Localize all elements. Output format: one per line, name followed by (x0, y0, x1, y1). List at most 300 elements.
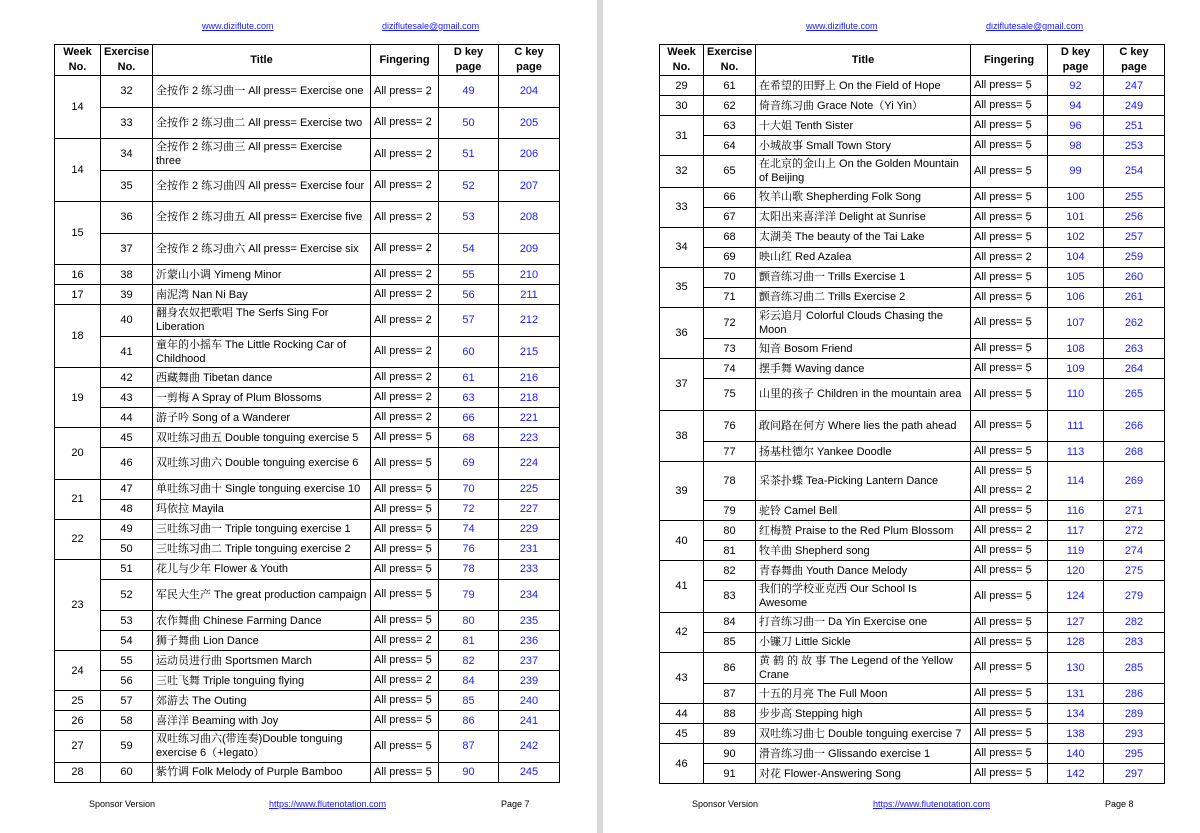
c-key-page-cell: 211 (499, 285, 560, 305)
c-key-page-cell: 275 (1104, 561, 1165, 581)
c-key-page-cell: 289 (1104, 704, 1165, 724)
fingering-value: All press= 5̣ (974, 290, 1032, 303)
title-cell: 山里的孩子 Children in the mountain area (756, 379, 971, 411)
d-key-page-cell: 56 (439, 285, 499, 305)
fingering-value: All press= 2̣ (974, 524, 1032, 536)
table-row (660, 307, 1165, 339)
table-row (55, 76, 560, 108)
title-cell: 三吐飞舞 Triple tonguing flying (153, 671, 371, 691)
exercise-number-cell: 69 (704, 247, 756, 267)
fingering-value: All press= 5̣ (974, 99, 1032, 111)
d-key-page-cell: 55 (439, 265, 499, 285)
fingering-value: All press= 5̣ (974, 316, 1032, 329)
d-key-page-cell: 96 (1048, 116, 1104, 136)
d-key-page-cell: 74 (439, 519, 499, 539)
exercise-number-cell: 81 (704, 541, 756, 561)
c-key-page-cell: 297 (1104, 764, 1165, 784)
d-key-page-cell: 86 (439, 711, 499, 731)
d-key-page-cell: 100 (1048, 187, 1104, 207)
exercise-number-cell: 55 (101, 651, 153, 671)
week-number-cell: 28 (55, 762, 101, 782)
week-number-cell: 33 (660, 187, 704, 227)
title-cell: 牧羊曲 Shepherd song (756, 541, 971, 561)
exercise-number-cell: 82 (704, 561, 756, 581)
fingering-value: All press= 5̣ (974, 707, 1032, 719)
exercise-number-cell: 88 (704, 704, 756, 724)
fingering-value: All press= 5̣ (974, 119, 1032, 131)
d-key-page-cell: 63 (439, 388, 499, 408)
week-number-cell: 18 (55, 305, 101, 368)
c-key-page-cell: 293 (1104, 724, 1165, 744)
exercise-number-cell: 41 (101, 336, 153, 368)
title-cell: 全按作 2 练习曲三 All press= Exercise three (153, 139, 371, 171)
table-row (660, 442, 1165, 462)
footer-url-link[interactable]: https://www.flutenotation.com (873, 799, 991, 809)
fingering-cell (371, 559, 439, 579)
c-key-page-cell: 269 (1104, 462, 1165, 501)
fingering-cell (971, 96, 1048, 116)
week-number-cell: 37 (660, 359, 704, 411)
fingering-value: All press= 5̣ (374, 714, 432, 726)
exercise-number-cell: 66 (704, 187, 756, 207)
fingering-cell (371, 428, 439, 448)
d-key-page-cell: 78 (439, 559, 499, 579)
fingering-cell (371, 711, 439, 731)
d-key-page-cell: 60 (439, 336, 499, 368)
d-key-page-cell: 50 (439, 107, 499, 139)
fingering-cell (371, 651, 439, 671)
d-key-page-cell: 120 (1048, 561, 1104, 581)
title-cell: 南泥湾 Nan Ni Bay (153, 285, 371, 305)
title-cell: 花儿与少年 Flower & Youth (153, 559, 371, 579)
table-row (660, 76, 1165, 96)
fingering-value: All press= 5̣ (974, 164, 1032, 177)
title-cell: 黄 鹤 的 故 事 The Legend of the Yellow Crane (756, 652, 971, 684)
table-row (55, 559, 560, 579)
title-cell: 颤音练习曲二 Trills Exercise 2 (756, 287, 971, 307)
table-row (660, 287, 1165, 307)
exercise-number-cell: 47 (101, 479, 153, 499)
d-key-page-cell: 127 (1048, 612, 1104, 632)
c-key-page-cell: 268 (1104, 442, 1165, 462)
fingering-value: All press= 5̣ (374, 502, 432, 515)
table-row (55, 336, 560, 368)
exercise-table (54, 44, 560, 783)
fingering-value: All press= 2̣ (374, 179, 432, 192)
exercise-number-cell: 70 (704, 267, 756, 287)
table-row (55, 139, 560, 171)
header-website-link[interactable]: www.diziflute.com (202, 21, 274, 31)
title-cell: 彩云追月 Colorful Clouds Chasing the Moon (756, 307, 971, 339)
d-key-page-cell: 82 (439, 651, 499, 671)
col-header-d-key-page: D key page (1048, 45, 1104, 76)
fingering-value: All press= 2̣ (374, 288, 432, 300)
exercise-number-cell: 46 (101, 448, 153, 480)
c-key-page-cell: 251 (1104, 116, 1165, 136)
week-number-cell: 21 (55, 479, 101, 519)
title-cell: 太湖美 The beauty of the Tai Lake (756, 227, 971, 247)
fingering-value: All press= 5̣ (974, 635, 1032, 648)
fingering-cell (971, 156, 1048, 188)
c-key-page-cell: 262 (1104, 307, 1165, 339)
fingering-value: All press= 2̣ (374, 147, 432, 160)
exercise-number-cell: 85 (704, 632, 756, 652)
fingering-value: All press= 5̣ (974, 210, 1032, 223)
exercise-number-cell: 63 (704, 116, 756, 136)
table-row (660, 521, 1165, 541)
week-number-cell: 40 (660, 521, 704, 561)
table-row (660, 359, 1165, 379)
table-row (660, 267, 1165, 287)
exercise-number-cell: 67 (704, 207, 756, 227)
title-cell: 我们的学校亚克西 Our School Is Awesome (756, 581, 971, 613)
table-row (660, 136, 1165, 156)
d-key-page-cell: 140 (1048, 744, 1104, 764)
d-key-page-cell: 51 (439, 139, 499, 171)
title-cell: 喜洋洋 Beaming with Joy (153, 711, 371, 731)
c-key-page-cell: 272 (1104, 521, 1165, 541)
fingering-cell (971, 287, 1048, 307)
d-key-page-cell: 76 (439, 539, 499, 559)
title-cell: 双吐练习曲七 Double tonguing exercise 7 (756, 724, 971, 744)
c-key-page-cell: 208 (499, 202, 560, 234)
fingering-cell (971, 764, 1048, 784)
c-key-page-cell: 206 (499, 139, 560, 171)
d-key-page-cell: 102 (1048, 227, 1104, 247)
week-number-cell: 36 (660, 307, 704, 359)
table-row (660, 684, 1165, 704)
d-key-page-cell: 114 (1048, 462, 1104, 501)
exercise-number-cell: 49 (101, 519, 153, 539)
c-key-page-cell: 295 (1104, 744, 1165, 764)
d-key-page-cell: 94 (1048, 96, 1104, 116)
fingering-cell (971, 704, 1048, 724)
fingering-value: All press= 5̣ (374, 482, 432, 495)
c-key-page-cell: 216 (499, 368, 560, 388)
c-key-page-cell: 242 (499, 731, 560, 763)
week-number-cell: 34 (660, 227, 704, 267)
exercise-number-cell: 87 (704, 684, 756, 704)
d-key-page-cell: 68 (439, 428, 499, 448)
fingering-value: All press= 5̣ (374, 431, 432, 443)
week-number-cell: 24 (55, 651, 101, 691)
col-header-c-key-page: C key page (1104, 45, 1165, 76)
exercise-number-cell: 91 (704, 764, 756, 784)
c-key-page-cell: 209 (499, 233, 560, 265)
col-header-fingering: Fingering (371, 45, 439, 76)
d-key-page-cell: 57 (439, 305, 499, 337)
week-number-cell: 22 (55, 519, 101, 559)
exercise-number-cell: 40 (101, 305, 153, 337)
fingering-value: All press= 5̣ (974, 615, 1032, 628)
d-key-page-cell: 138 (1048, 724, 1104, 744)
fingering-cell (371, 305, 439, 337)
footer-page-number: Page 7 (501, 799, 530, 809)
header-website-link[interactable]: www.diziflute.com (806, 21, 878, 31)
fingering-cell (371, 368, 439, 388)
week-number-cell: 16 (55, 265, 101, 285)
col-header-week: Week No. (55, 45, 101, 76)
exercise-number-cell: 84 (704, 612, 756, 632)
title-cell: 滑音练习曲一 Glissando exercise 1 (756, 744, 971, 764)
fingering-cell (971, 267, 1048, 287)
fingering-cell (371, 233, 439, 265)
d-key-page-cell: 49 (439, 76, 499, 108)
fingering-cell (971, 116, 1048, 136)
fingering-value: All press= 5̣ (374, 562, 432, 575)
exercise-number-cell: 77 (704, 442, 756, 462)
exercise-number-cell: 79 (704, 501, 756, 521)
header-email-link[interactable]: diziflutesale@gmail.com (382, 21, 480, 31)
d-key-page-cell: 98 (1048, 136, 1104, 156)
table-row (660, 462, 1165, 501)
c-key-page-cell: 285 (1104, 652, 1165, 684)
table-row (55, 265, 560, 285)
title-cell: 牧羊山歌 Shepherding Folk Song (756, 187, 971, 207)
fingering-cell (971, 462, 1048, 501)
week-number-cell: 26 (55, 711, 101, 731)
c-key-page-cell: 234 (499, 579, 560, 611)
exercise-number-cell: 57 (101, 691, 153, 711)
fingering-value: All press= 2̣ (374, 391, 432, 403)
fingering-cell (371, 671, 439, 691)
fingering-cell (971, 684, 1048, 704)
page-7 (0, 0, 597, 833)
week-number-cell: 45 (660, 724, 704, 744)
d-key-page-cell: 106 (1048, 287, 1104, 307)
exercise-number-cell: 56 (101, 671, 153, 691)
title-cell: 小镰刀 Little Sickle (756, 632, 971, 652)
fingering-cell (971, 561, 1048, 581)
fingering-cell (971, 379, 1048, 411)
c-key-page-cell: 218 (499, 388, 560, 408)
fingering-value: All press= 5̣ (974, 544, 1032, 556)
exercise-number-cell: 78 (704, 462, 756, 501)
c-key-page-cell: 274 (1104, 541, 1165, 561)
exercise-number-cell: 53 (101, 611, 153, 631)
exercise-number-cell: 43 (101, 388, 153, 408)
fingering-value: All press= 5̣ (374, 694, 432, 706)
fingering-cell (371, 691, 439, 711)
c-key-page-cell: 212 (499, 305, 560, 337)
fingering-cell (971, 442, 1048, 462)
d-key-page-cell: 142 (1048, 764, 1104, 784)
title-cell: 全按作 2 练习曲一 All press= Exercise one (153, 76, 371, 108)
title-cell: 摆手舞 Waving dance (756, 359, 971, 379)
table-row (660, 724, 1165, 744)
fingering-value: All press= 5̣ (374, 765, 432, 778)
fingering-cell (371, 336, 439, 368)
header-email-link[interactable]: diziflutesale@gmail.com (986, 21, 1084, 31)
week-number-cell: 25 (55, 691, 101, 711)
exercise-number-cell: 36 (101, 202, 153, 234)
title-cell: 采茶扑蝶 Tea-Picking Lantern Dance (756, 462, 971, 501)
exercise-number-cell: 59 (101, 731, 153, 763)
week-number-cell: 39 (660, 462, 704, 521)
exercise-number-cell: 61 (704, 76, 756, 96)
d-key-page-cell: 104 (1048, 247, 1104, 267)
c-key-page-cell: 245 (499, 762, 560, 782)
table-row (55, 388, 560, 408)
title-cell: 一剪梅 A Spray of Plum Blossoms (153, 388, 371, 408)
title-cell: 颤音练习曲一 Trills Exercise 1 (756, 267, 971, 287)
table-row (55, 479, 560, 499)
title-cell: 倚音练习曲 Grace Note（Yi Yin） (756, 96, 971, 116)
table-row (55, 731, 560, 763)
week-number-cell: 17 (55, 285, 101, 305)
table-row (660, 652, 1165, 684)
fingering-value: All press= 5̣ (974, 387, 1032, 400)
fingering-cell (371, 611, 439, 631)
exercise-number-cell: 73 (704, 339, 756, 359)
d-key-page-cell: 108 (1048, 339, 1104, 359)
table-row (55, 711, 560, 731)
fingering-value: All press= 5̣ (974, 465, 1032, 477)
title-cell: 青春舞曲 Youth Dance Melody (756, 561, 971, 581)
c-key-page-cell: 240 (499, 691, 560, 711)
fingering-cell (371, 285, 439, 305)
exercise-number-cell: 38 (101, 265, 153, 285)
table-row (55, 107, 560, 139)
fingering-value: All press= 2̣ (374, 116, 432, 129)
fingering-value: All press= 2̣ (374, 371, 432, 383)
fingering-cell (371, 107, 439, 139)
c-key-page-cell: 265 (1104, 379, 1165, 411)
exercise-table (659, 44, 1165, 784)
table-row (55, 519, 560, 539)
title-cell: 运动员进行曲 Sportsmen March (153, 651, 371, 671)
title-cell: 打音练习曲一 Da Yin Exercise one (756, 612, 971, 632)
c-key-page-cell: 215 (499, 336, 560, 368)
fingering-cell (371, 408, 439, 428)
c-key-page-cell: 235 (499, 611, 560, 631)
d-key-page-cell: 80 (439, 611, 499, 631)
table-row (660, 247, 1165, 267)
col-header-c-key-page: C key page (499, 45, 560, 76)
footer-page-number: Page 8 (1105, 799, 1134, 809)
fingering-cell (371, 265, 439, 285)
fingering-cell (971, 136, 1048, 156)
week-number-cell: 30 (660, 96, 704, 116)
exercise-number-cell: 54 (101, 631, 153, 651)
week-number-cell: 19 (55, 368, 101, 428)
fingering-cell (971, 652, 1048, 684)
table-row (55, 499, 560, 519)
title-cell: 童年的小摇车 The Little Rocking Car of Childhood (153, 336, 371, 368)
title-cell: 敢问路在何方 Where lies the path ahead (756, 410, 971, 442)
week-number-cell: 46 (660, 744, 704, 784)
d-key-page-cell: 70 (439, 479, 499, 499)
week-number-cell: 44 (660, 704, 704, 724)
title-cell: 郊游去 The Outing (153, 691, 371, 711)
title-cell: 玛依拉 Mayila (153, 499, 371, 519)
fingering-value: All press= 5̣ (974, 767, 1032, 779)
footer-version: Sponsor Version (89, 799, 156, 809)
week-number-cell: 29 (660, 76, 704, 96)
fingering-cell (371, 631, 439, 651)
fingering-value: All press= 2̣ (974, 484, 1032, 496)
d-key-page-cell: 124 (1048, 581, 1104, 613)
title-cell: 全按作 2 练习曲二 All press= Exercise two (153, 107, 371, 139)
title-cell: 在北京的金山上 On the Golden Mountain of Beijing (756, 156, 971, 188)
exercise-number-cell: 86 (704, 652, 756, 684)
exercise-number-cell: 45 (101, 428, 153, 448)
table-row (660, 379, 1165, 411)
table-row (660, 207, 1165, 227)
d-key-page-cell: 105 (1048, 267, 1104, 287)
week-number-cell: 20 (55, 428, 101, 480)
fingering-value: All press= 5̣ (374, 739, 432, 752)
col-header-title: Title (756, 45, 971, 76)
table-row (55, 539, 560, 559)
fingering-value: All press= 2̣ (374, 242, 432, 255)
c-key-page-cell: 221 (499, 408, 560, 428)
table-row (55, 368, 560, 388)
c-key-page-cell: 249 (1104, 96, 1165, 116)
table-row (660, 187, 1165, 207)
col-header-week: Week No. (660, 45, 704, 76)
fingering-cell (971, 581, 1048, 613)
table-row (660, 744, 1165, 764)
title-cell: 沂蒙山小调 Yimeng Minor (153, 265, 371, 285)
fingering-value: All press= 2̣ (374, 210, 432, 223)
c-key-page-cell: 233 (499, 559, 560, 579)
table-row (55, 448, 560, 480)
exercise-number-cell: 83 (704, 581, 756, 613)
table-row (660, 561, 1165, 581)
c-key-page-cell: 254 (1104, 156, 1165, 188)
exercise-number-cell: 64 (704, 136, 756, 156)
col-header-exercise: Exercise No. (704, 45, 756, 76)
title-cell: 农作舞曲 Chinese Farming Dance (153, 611, 371, 631)
table-row (660, 704, 1165, 724)
title-cell: 翻身农奴把歌唱 The Serfs Sing For Liberation (153, 305, 371, 337)
fingering-value: All press= 5̣ (374, 654, 432, 666)
table-row (660, 501, 1165, 521)
fingering-value: All press= 5̣ (374, 614, 432, 626)
col-header-title: Title (153, 45, 371, 76)
d-key-page-cell: 66 (439, 408, 499, 428)
exercise-number-cell: 51 (101, 559, 153, 579)
fingering-cell (971, 541, 1048, 561)
exercise-number-cell: 34 (101, 139, 153, 171)
title-cell: 全按作 2 练习曲四 All press= Exercise four (153, 170, 371, 202)
d-key-page-cell: 85 (439, 691, 499, 711)
table-row (55, 579, 560, 611)
exercise-number-cell: 44 (101, 408, 153, 428)
c-key-page-cell: 282 (1104, 612, 1165, 632)
c-key-page-cell: 237 (499, 651, 560, 671)
title-cell: 驼铃 Camel Bell (756, 501, 971, 521)
title-cell: 映山红 Red Azalea (756, 247, 971, 267)
c-key-page-cell: 255 (1104, 187, 1165, 207)
fingering-cell (371, 762, 439, 782)
footer-url-link[interactable]: https://www.flutenotation.com (269, 799, 387, 809)
d-key-page-cell: 110 (1048, 379, 1104, 411)
d-key-page-cell: 117 (1048, 521, 1104, 541)
exercise-number-cell: 50 (101, 539, 153, 559)
fingering-value: All press= 5̣ (974, 504, 1032, 516)
exercise-number-cell: 76 (704, 410, 756, 442)
d-key-page-cell: 52 (439, 170, 499, 202)
fingering-value: All press= 2̣ (374, 313, 432, 326)
title-cell: 太阳出来喜洋洋 Delight at Sunrise (756, 207, 971, 227)
title-cell: 扬基杜德尔 Yankee Doodle (756, 442, 971, 462)
c-key-page-cell: 271 (1104, 501, 1165, 521)
fingering-cell (371, 448, 439, 480)
d-key-page-cell: 81 (439, 631, 499, 651)
c-key-page-cell: 259 (1104, 247, 1165, 267)
